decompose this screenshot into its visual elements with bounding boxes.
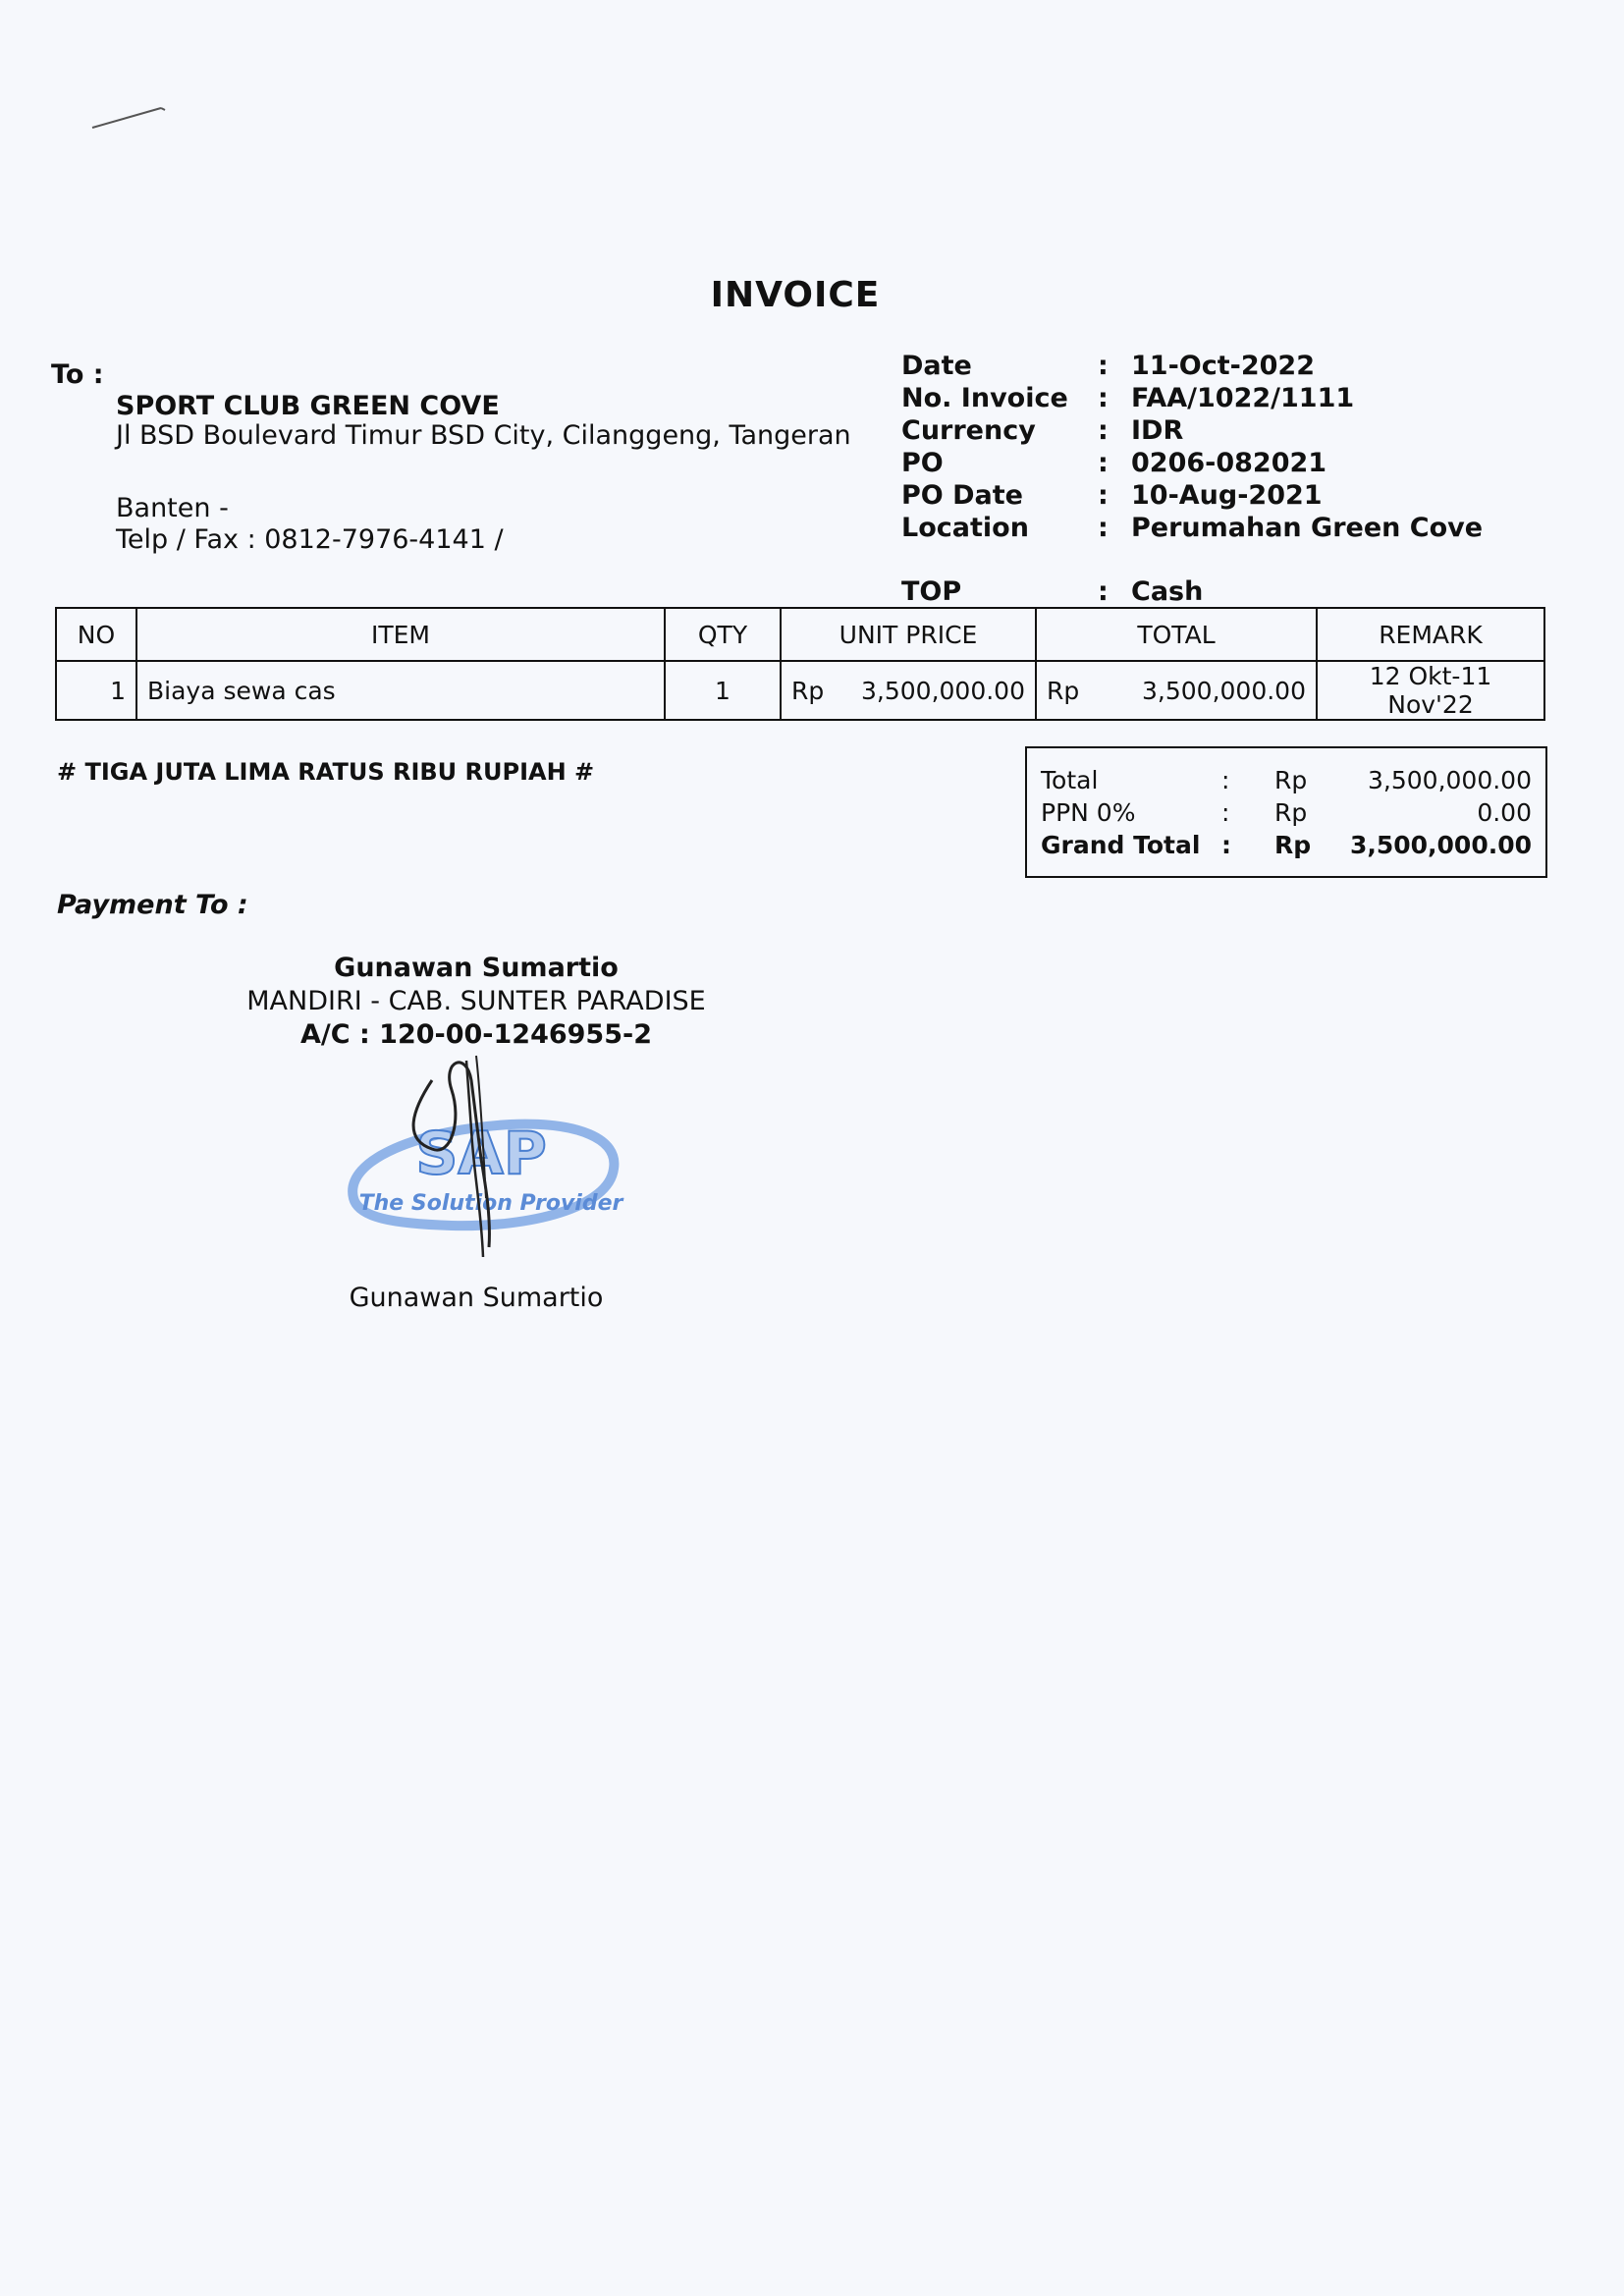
stamp-tagline: The Solution Provider	[358, 1191, 623, 1216]
summary-currency: Rp	[1274, 766, 1308, 794]
invoice-title: INVOICE	[710, 275, 881, 315]
cell-qty: 1	[665, 661, 781, 720]
summary-label: Total	[1041, 766, 1099, 794]
header-total: TOTAL	[1036, 608, 1317, 661]
summary-colon: :	[1221, 798, 1230, 827]
table-header-row	[56, 608, 1544, 661]
meta-value: 0206-082021	[1131, 448, 1327, 478]
currency-symbol: Rp	[1047, 676, 1080, 705]
summary-label: Grand Total	[1041, 831, 1201, 859]
signature	[373, 1021, 550, 1267]
items-table	[55, 607, 1545, 721]
meta-colon: :	[1098, 576, 1109, 607]
pen-mark	[88, 96, 177, 136]
meta-label: Currency	[901, 415, 1036, 446]
payee-name: Gunawan Sumartio	[334, 953, 619, 983]
customer-region: Banten -	[116, 493, 229, 523]
summary-amount: 3,500,000.00	[1368, 766, 1532, 794]
table-row	[56, 661, 1544, 720]
meta-value: 11-Oct-2022	[1131, 351, 1315, 381]
header-no: NO	[56, 608, 136, 661]
meta-label: TOP	[901, 576, 962, 607]
summary-colon: :	[1221, 831, 1231, 859]
summary-row-grand-total	[1027, 831, 1545, 862]
signatory-name: Gunawan Sumartio	[349, 1283, 604, 1313]
payment-label: Payment To :	[57, 890, 248, 920]
header-item: ITEM	[136, 608, 665, 661]
meta-value: FAA/1022/1111	[1131, 383, 1355, 413]
meta-colon: :	[1098, 383, 1109, 413]
cell-item: Biaya sewa cas	[136, 661, 665, 720]
header-remark: REMARK	[1317, 608, 1544, 661]
summary-currency: Rp	[1274, 831, 1312, 859]
cell-total	[1036, 661, 1317, 720]
unit-price-amount: 3,500,000.00	[861, 676, 1025, 705]
summary-currency: Rp	[1274, 798, 1308, 827]
bank-branch: MANDIRI - CAB. SUNTER PARADISE	[246, 986, 706, 1016]
summary-label: PPN 0%	[1041, 798, 1136, 827]
summary-row-total	[1027, 766, 1545, 797]
meta-colon: :	[1098, 448, 1109, 478]
header-qty: QTY	[665, 608, 781, 661]
summary-row-ppn	[1027, 798, 1545, 830]
meta-value: 10-Aug-2021	[1131, 480, 1323, 511]
cell-unit-price	[781, 661, 1036, 720]
meta-label: PO Date	[901, 480, 1023, 511]
account-number: A/C : 120-00-1246955-2	[299, 1019, 652, 1050]
header-unit-price: UNIT PRICE	[781, 608, 1036, 661]
summary-box	[1025, 746, 1547, 878]
cell-remark: 12 Okt-11 Nov'22	[1317, 661, 1544, 720]
meta-value: Perumahan Green Cove	[1131, 513, 1484, 543]
meta-colon: :	[1098, 351, 1109, 381]
summary-amount: 3,500,000.00	[1349, 831, 1532, 859]
customer-name: SPORT CLUB GREEN COVE	[116, 391, 500, 421]
total-amount: 3,500,000.00	[1142, 676, 1306, 705]
to-label: To :	[51, 359, 104, 390]
currency-symbol: Rp	[791, 676, 825, 705]
stamp-logo-text: SAP	[415, 1120, 547, 1188]
meta-label: No. Invoice	[901, 383, 1068, 413]
meta-colon: :	[1098, 513, 1109, 543]
meta-label: Location	[901, 513, 1029, 543]
summary-colon: :	[1221, 766, 1230, 794]
meta-value: Cash	[1131, 576, 1204, 607]
cell-no: 1	[56, 661, 136, 720]
meta-label: PO	[901, 448, 944, 478]
meta-value: IDR	[1131, 415, 1184, 446]
meta-colon: :	[1098, 480, 1109, 511]
amount-in-words: # TIGA JUTA LIMA RATUS RIBU RUPIAH #	[57, 758, 595, 786]
customer-phone: Telp / Fax : 0812-7976-4141 /	[116, 524, 504, 555]
summary-amount: 0.00	[1477, 798, 1532, 827]
meta-label: Date	[901, 351, 972, 381]
meta-colon: :	[1098, 415, 1109, 446]
customer-address: Jl BSD Boulevard Timur BSD City, Cilanggeng, Tangeran	[116, 420, 851, 451]
